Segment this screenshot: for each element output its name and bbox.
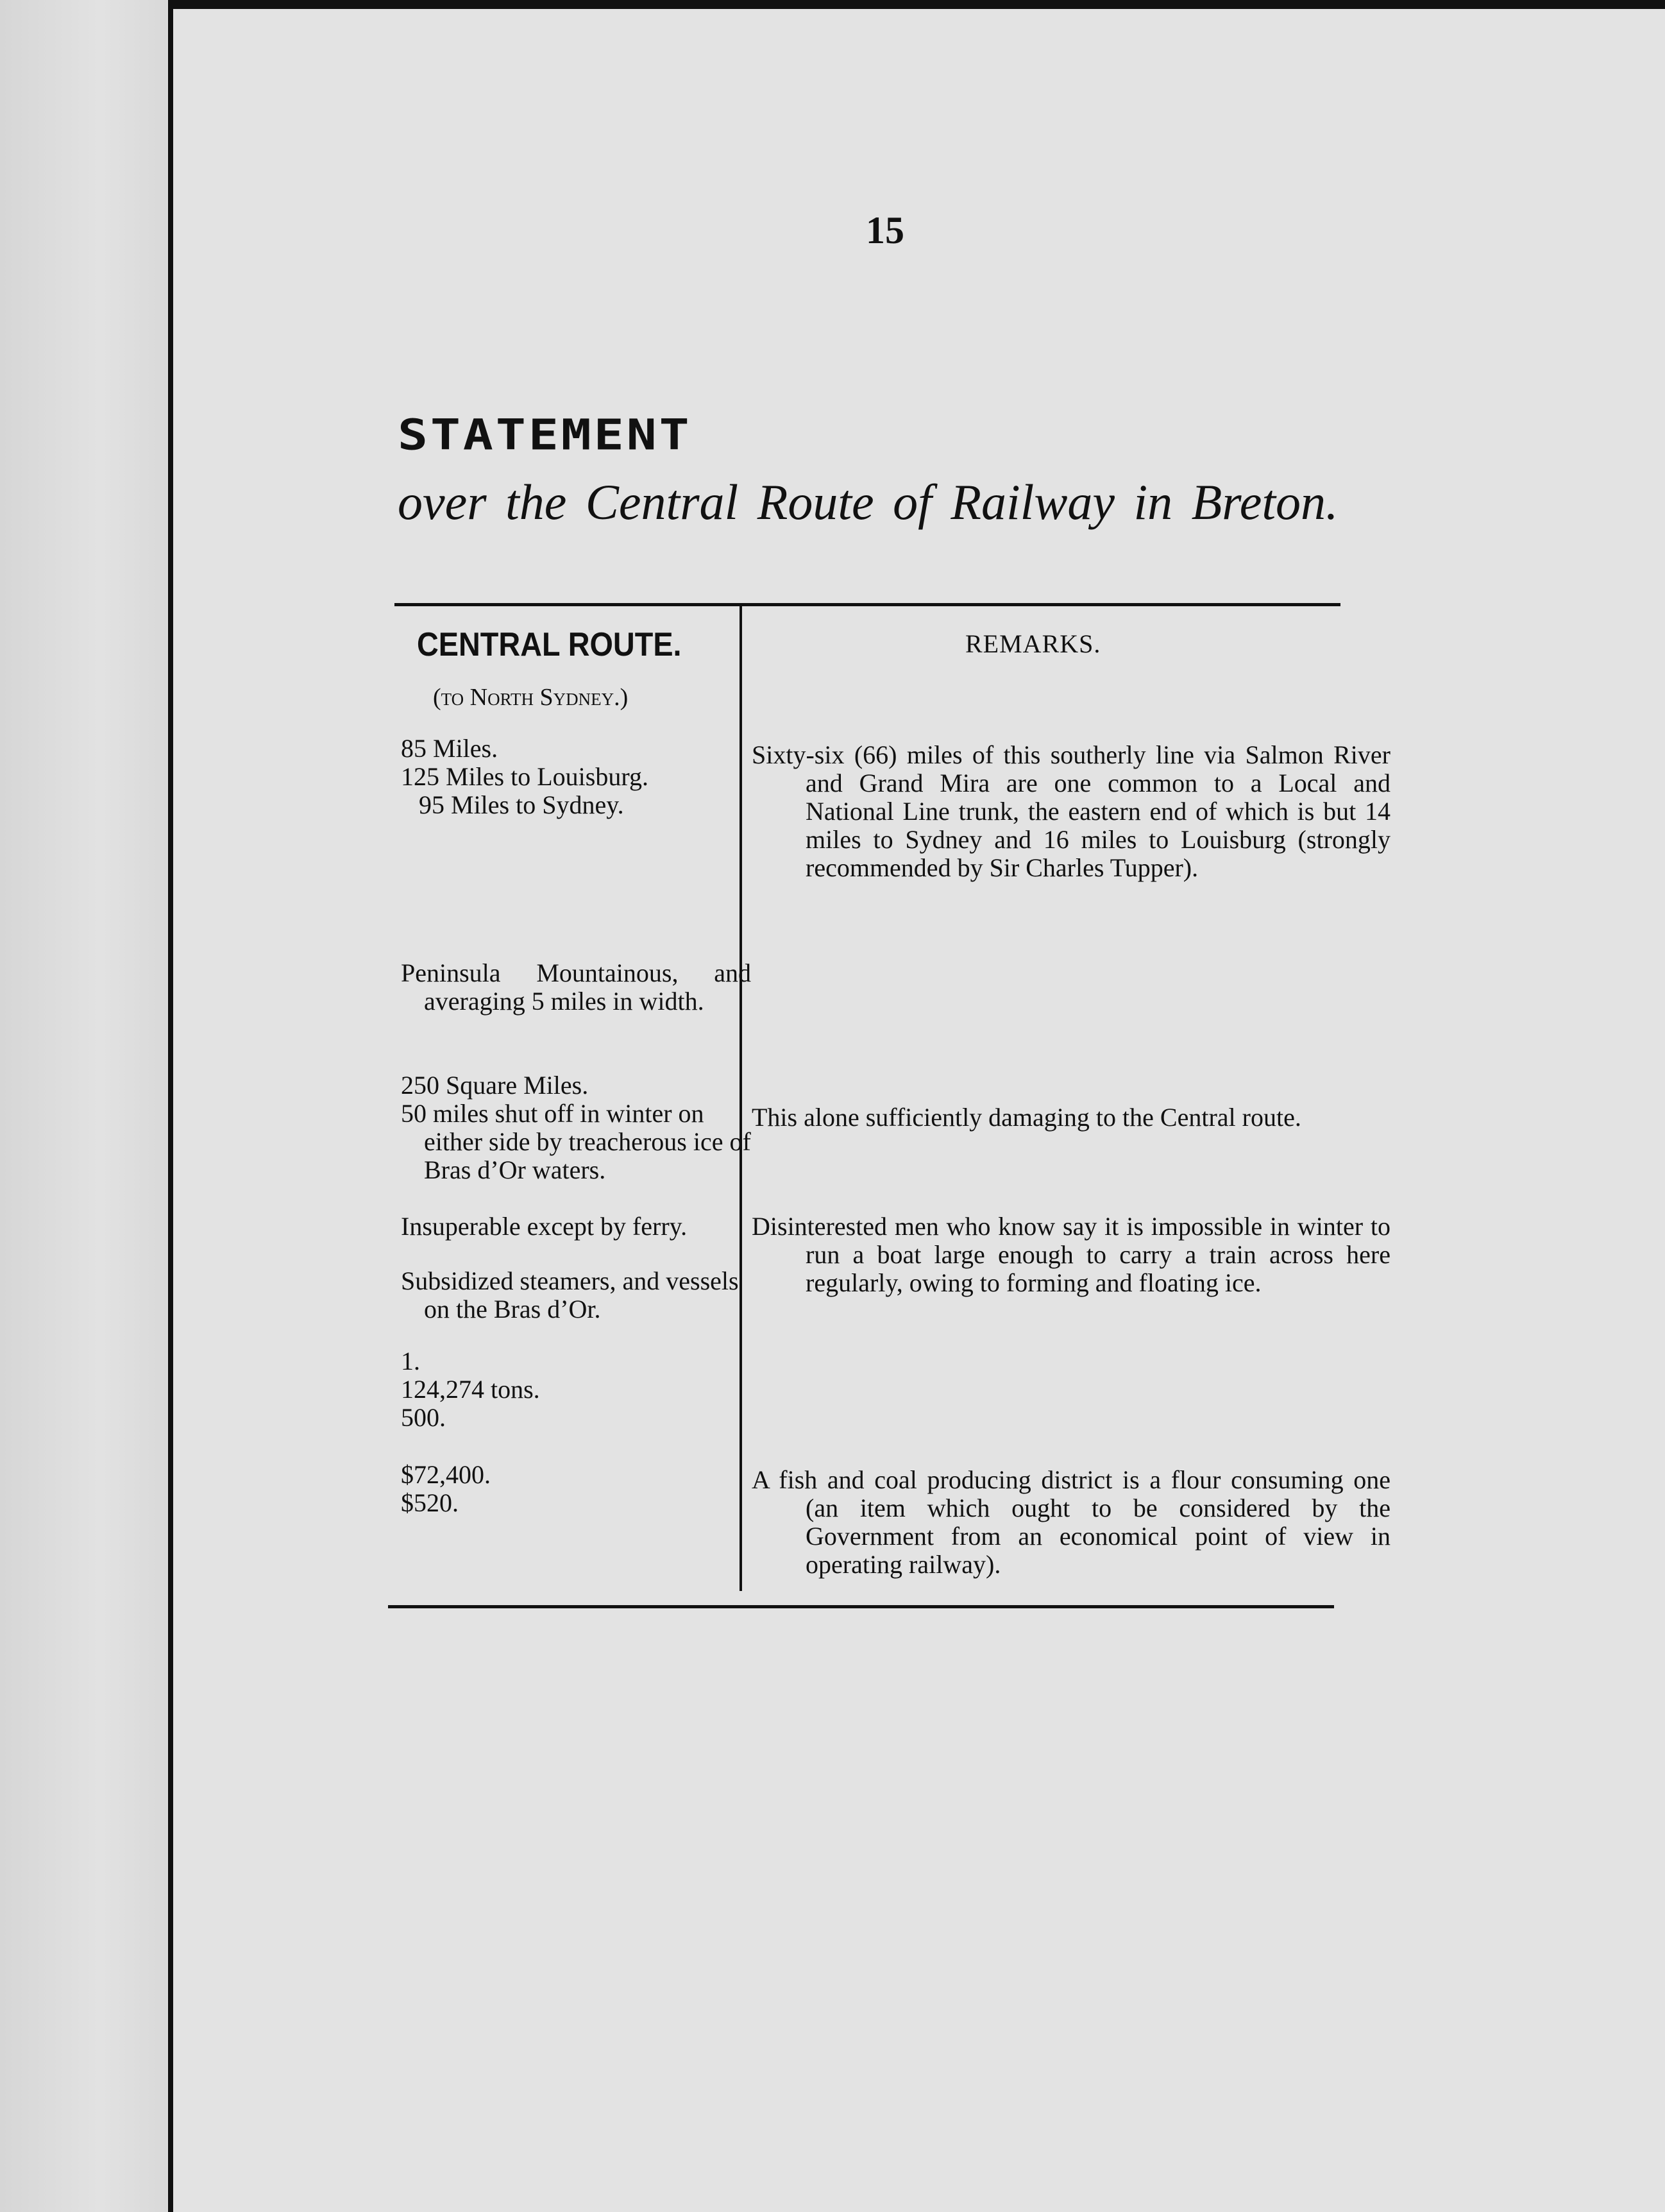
distance-entries [401, 735, 728, 819]
column-divider [740, 606, 742, 1591]
figure-500: 500. [401, 1403, 446, 1432]
central-route-subheader: (to North Sydney.) [433, 684, 629, 711]
remark-sixty-six-miles: Sixty-six (66) miles of this southerly line via Salmon River and Grand Mira are one common to a Local and National Line trunk, the eastern end of which is but 14 miles to Sydney and 16 miles to Louisburg (strongly recommended by Sir Charles Tupper). [752, 740, 1390, 882]
money-entries [401, 1461, 728, 1517]
shut-off-entry: 50 miles shut off in winter on either side by treacherous ice of Bras d’Or waters. [401, 1099, 751, 1184]
remark-flour-consuming: A fish and coal producing district is a flour consuming one (an item which ought to be considered by the Government from an economical point of view in operating railway). [752, 1465, 1390, 1579]
distance-louisburg: 125 Miles to Louisburg. [401, 762, 648, 791]
figure-count: 1. [401, 1347, 420, 1375]
page-spine-shadow [168, 0, 173, 2212]
distance-total: 85 Miles. [401, 734, 498, 763]
statement-title: STATEMENT [398, 411, 692, 460]
figures-entries [401, 1347, 728, 1432]
central-route-header: CENTRAL ROUTE. [417, 626, 682, 663]
statement-subtitle: over the Central Route of Railway in Breton. [398, 474, 1339, 530]
remark-central-route-damaging: This alone sufficiently damaging to the Central route. [752, 1103, 1301, 1132]
figure-tons: 124,274 tons. [401, 1375, 540, 1404]
remark-ferry-impossible: Disinterested men who know say it is impossible in winter to run a boat large enough to carry a train across here regularly, owing to forming and floating ice. [752, 1212, 1390, 1297]
page-number: 15 [866, 209, 904, 251]
adjacent-page-edge [0, 0, 167, 2212]
subsidized-entry: Subsidized steamers, and vessels on the Bras d’Or. [401, 1266, 739, 1323]
area-entry: 250 Square Miles. [401, 1071, 589, 1100]
remarks-header: REMARKS. [965, 629, 1101, 658]
peninsula-entry: Peninsula Mountainous, and averaging 5 miles in width. [401, 958, 751, 1016]
money-520: $520. [401, 1488, 459, 1517]
insuperable-entry: Insuperable except by ferry. [401, 1212, 688, 1241]
table-bottom-rule [388, 1605, 1334, 1608]
distance-sydney: 95 Miles to Sydney. [419, 790, 624, 819]
page-top-edge [173, 0, 1665, 9]
money-72400: $72,400. [401, 1460, 491, 1489]
table-top-rule [394, 603, 1340, 606]
